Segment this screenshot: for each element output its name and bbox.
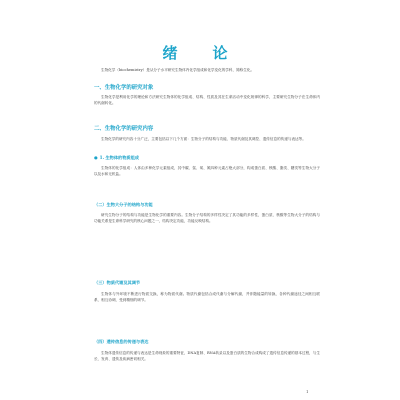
section-heading-research-content: 二、生物化学的研究内容 (94, 126, 154, 132)
subheading-label: 1. 生物体的物质组成 (99, 155, 139, 160)
subheading-genetic-information: （四）遗传信息的传递与表达 (94, 339, 149, 344)
paragraph-structure-function: 研究生物分子的结构与功能是生物化学的重要内容。生物分子结构的多样性决定了其功能的多样性，蛋白质、核酸等生物大分子的结构与功能关系是生命科学研究的核心问题之一，结构决定功能，功能反映结构。 (94, 213, 320, 224)
paragraph-research-content: 生物化学的研究内容十分广泛，主要包括以下几个方面：生物分子的结构与功能、物质代谢及其调控、遗传信息的传递与表达等。 (101, 137, 306, 141)
section-heading-research-object: 一、生物化学的研究对象 (94, 85, 154, 91)
paragraph-research-object: 生物化学是利用化学的理论和方法研究生物体的化学组成、结构、性质及其在生命活动中变化规律的科学，主要研究生物分子在生命体内的代谢转化。 (94, 95, 320, 106)
subheading-marker-icon: ● (94, 155, 98, 160)
subheading-structure-function: （二）生物大分子的结构与功能 (94, 202, 153, 207)
paragraph-genetic-information: 生物体遗传信息的传递与表达是生命现象的重要特征，DNA复制、RNA转录以及蛋白质的生物合成构成了遗传信息传递的基本过程，与生长、发育、遗传及疾病密切相关。 (94, 351, 320, 362)
subheading-metabolism: （三）物质代谢及其调节 (94, 280, 141, 285)
page-number: 1 (306, 389, 309, 394)
page-title: 绪 论 (162, 44, 238, 62)
paragraph-material-composition: 生物体的化学组成：人体由多种化学元素组成，其中碳、氢、氧、氮四种元素占绝大部分，构成蛋白质、核酸、脂类、糖类等生物大分子以及水和无机盐。 (94, 166, 320, 177)
subheading-material-composition (94, 155, 139, 161)
intro-paragraph: 生物化学（biochemistry）是从分子水平研究生物体内化学组成和化学变化的学科，简称生化。 (101, 68, 255, 72)
paragraph-metabolism: 生物体与外环境不断进行物质交换，称为物质代谢。物质代谢包括合成代谢与分解代谢，并伴随能量的转换，各种代谢途径之间相互联系、相互协调，受到精细的调节。 (94, 292, 320, 303)
